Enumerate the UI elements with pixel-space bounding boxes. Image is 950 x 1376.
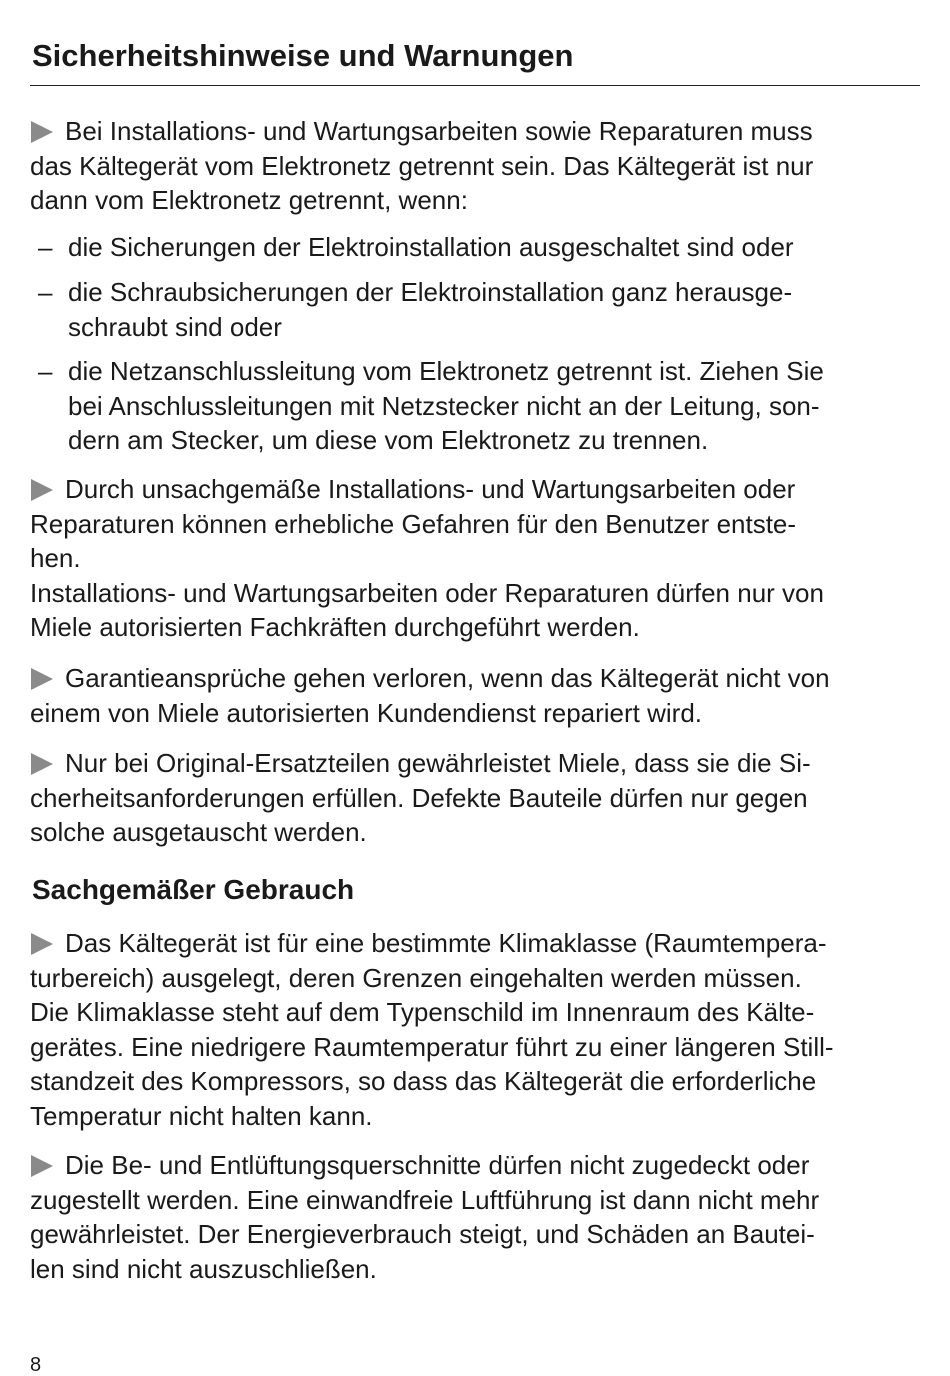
- dash-bullet: –: [38, 356, 53, 386]
- text-line: Die Be- und Entlüftungsquerschnitte dürfen nicht zugedeckt oder: [30, 1148, 920, 1183]
- dash-list: [30, 275, 920, 344]
- text-line: Temperatur nicht halten kann.: [30, 1100, 373, 1131]
- text-line: Garantieansprüche gehen verloren, wenn das Kältegerät nicht von: [30, 661, 920, 696]
- text-line: einem von Miele autorisierten Kundendienst repariert wird.: [30, 697, 703, 728]
- text-line: Miele autorisierten Fachkräften durchgeführt werden.: [30, 612, 640, 642]
- triangle-bullet-icon: [31, 1155, 53, 1177]
- dash-list: [30, 354, 920, 458]
- dash-list: [30, 230, 920, 265]
- text-line: das Kältegerät vom Elektronetz getrennt sein. Das Kältegerät ist nur: [30, 150, 814, 181]
- text-line: zugestellt werden. Eine einwandfreie Luftführung ist dann nicht mehr: [30, 1184, 820, 1215]
- text-line: die Sicherungen der Elektroinstallation ausgeschaltet sind oder: [68, 232, 794, 262]
- section-subheading: Sachgemäßer Gebrauch: [32, 874, 355, 905]
- text-line: gewährleistet. Der Energieverbrauch steigt, und Schäden an Bautei-: [30, 1219, 815, 1249]
- text-line: cherheitsanforderungen erfüllen. Defekte Bauteile dürfen nur gegen: [30, 782, 808, 813]
- text-line: Durch unsachgemäße Installations- und Wartungsarbeiten oder: [30, 472, 920, 507]
- triangle-bullet-icon: [31, 121, 53, 143]
- paragraph-disconnect-power: [30, 114, 920, 218]
- title-divider: [30, 85, 920, 86]
- list-item: [30, 275, 920, 344]
- page-title: Sicherheitshinweise und Warnungen: [32, 38, 574, 73]
- text-line: Die Klimaklasse steht auf dem Typenschild im Innenraum des Kälte-: [30, 997, 815, 1027]
- paragraph-spare-parts: [30, 746, 920, 850]
- triangle-bullet-icon: [31, 933, 53, 955]
- triangle-bullet-icon: [31, 479, 53, 501]
- page-number: 8: [30, 1354, 42, 1376]
- list-item: [30, 354, 920, 458]
- text-line: dann vom Elektronetz getrennt, wenn:: [30, 185, 468, 215]
- text-line: Das Kältegerät ist für eine bestimmte Klimaklasse (Raumtempera-: [30, 926, 920, 961]
- text-line: Nur bei Original-Ersatzteilen gewährleistet Miele, dass sie die Si-: [30, 746, 920, 781]
- text-line: dern am Stecker, um diese vom Elektronetz zu trennen.: [68, 425, 709, 455]
- paragraph-climate-class: [30, 926, 920, 1133]
- text-line: hen.: [30, 543, 81, 573]
- text-line: gerätes. Eine niedrigere Raumtemperatur führt zu einer längeren Still-: [30, 1031, 834, 1062]
- text-line: Bei Installations- und Wartungsarbeiten sowie Reparaturen muss: [30, 114, 920, 149]
- text-line: Reparaturen können erhebliche Gefahren für den Benutzer entste-: [30, 508, 797, 539]
- dash-bullet: –: [38, 277, 53, 307]
- text-line: die Netzanschlussleitung vom Elektronetz getrennt ist. Ziehen Sie: [68, 356, 824, 386]
- list-item: [30, 230, 920, 265]
- text-line: len sind nicht auszuschließen.: [30, 1253, 377, 1284]
- text-line: standzeit des Kompressors, so dass das Kältegerät die erforderliche: [30, 1066, 817, 1096]
- text-line: die Schraubsicherungen der Elektroinstallation ganz herausge-: [68, 277, 793, 307]
- paragraph-warranty: [30, 661, 920, 730]
- text-line: Installations- und Wartungsarbeiten oder Reparaturen dürfen nur von: [30, 577, 824, 608]
- triangle-bullet-icon: [31, 753, 53, 775]
- paragraph-ventilation: [30, 1148, 920, 1286]
- text-line: bei Anschlussleitungen mit Netzstecker nicht an der Leitung, son-: [68, 390, 820, 421]
- text-line: solche ausgetauscht werden.: [30, 817, 367, 847]
- text-line: turbereich) ausgelegt, deren Grenzen eingehalten werden müssen.: [30, 962, 802, 993]
- paragraph-improper-repairs: [30, 472, 920, 645]
- text-line: schraubt sind oder: [68, 311, 282, 342]
- triangle-bullet-icon: [31, 668, 53, 690]
- dash-bullet: –: [38, 232, 53, 262]
